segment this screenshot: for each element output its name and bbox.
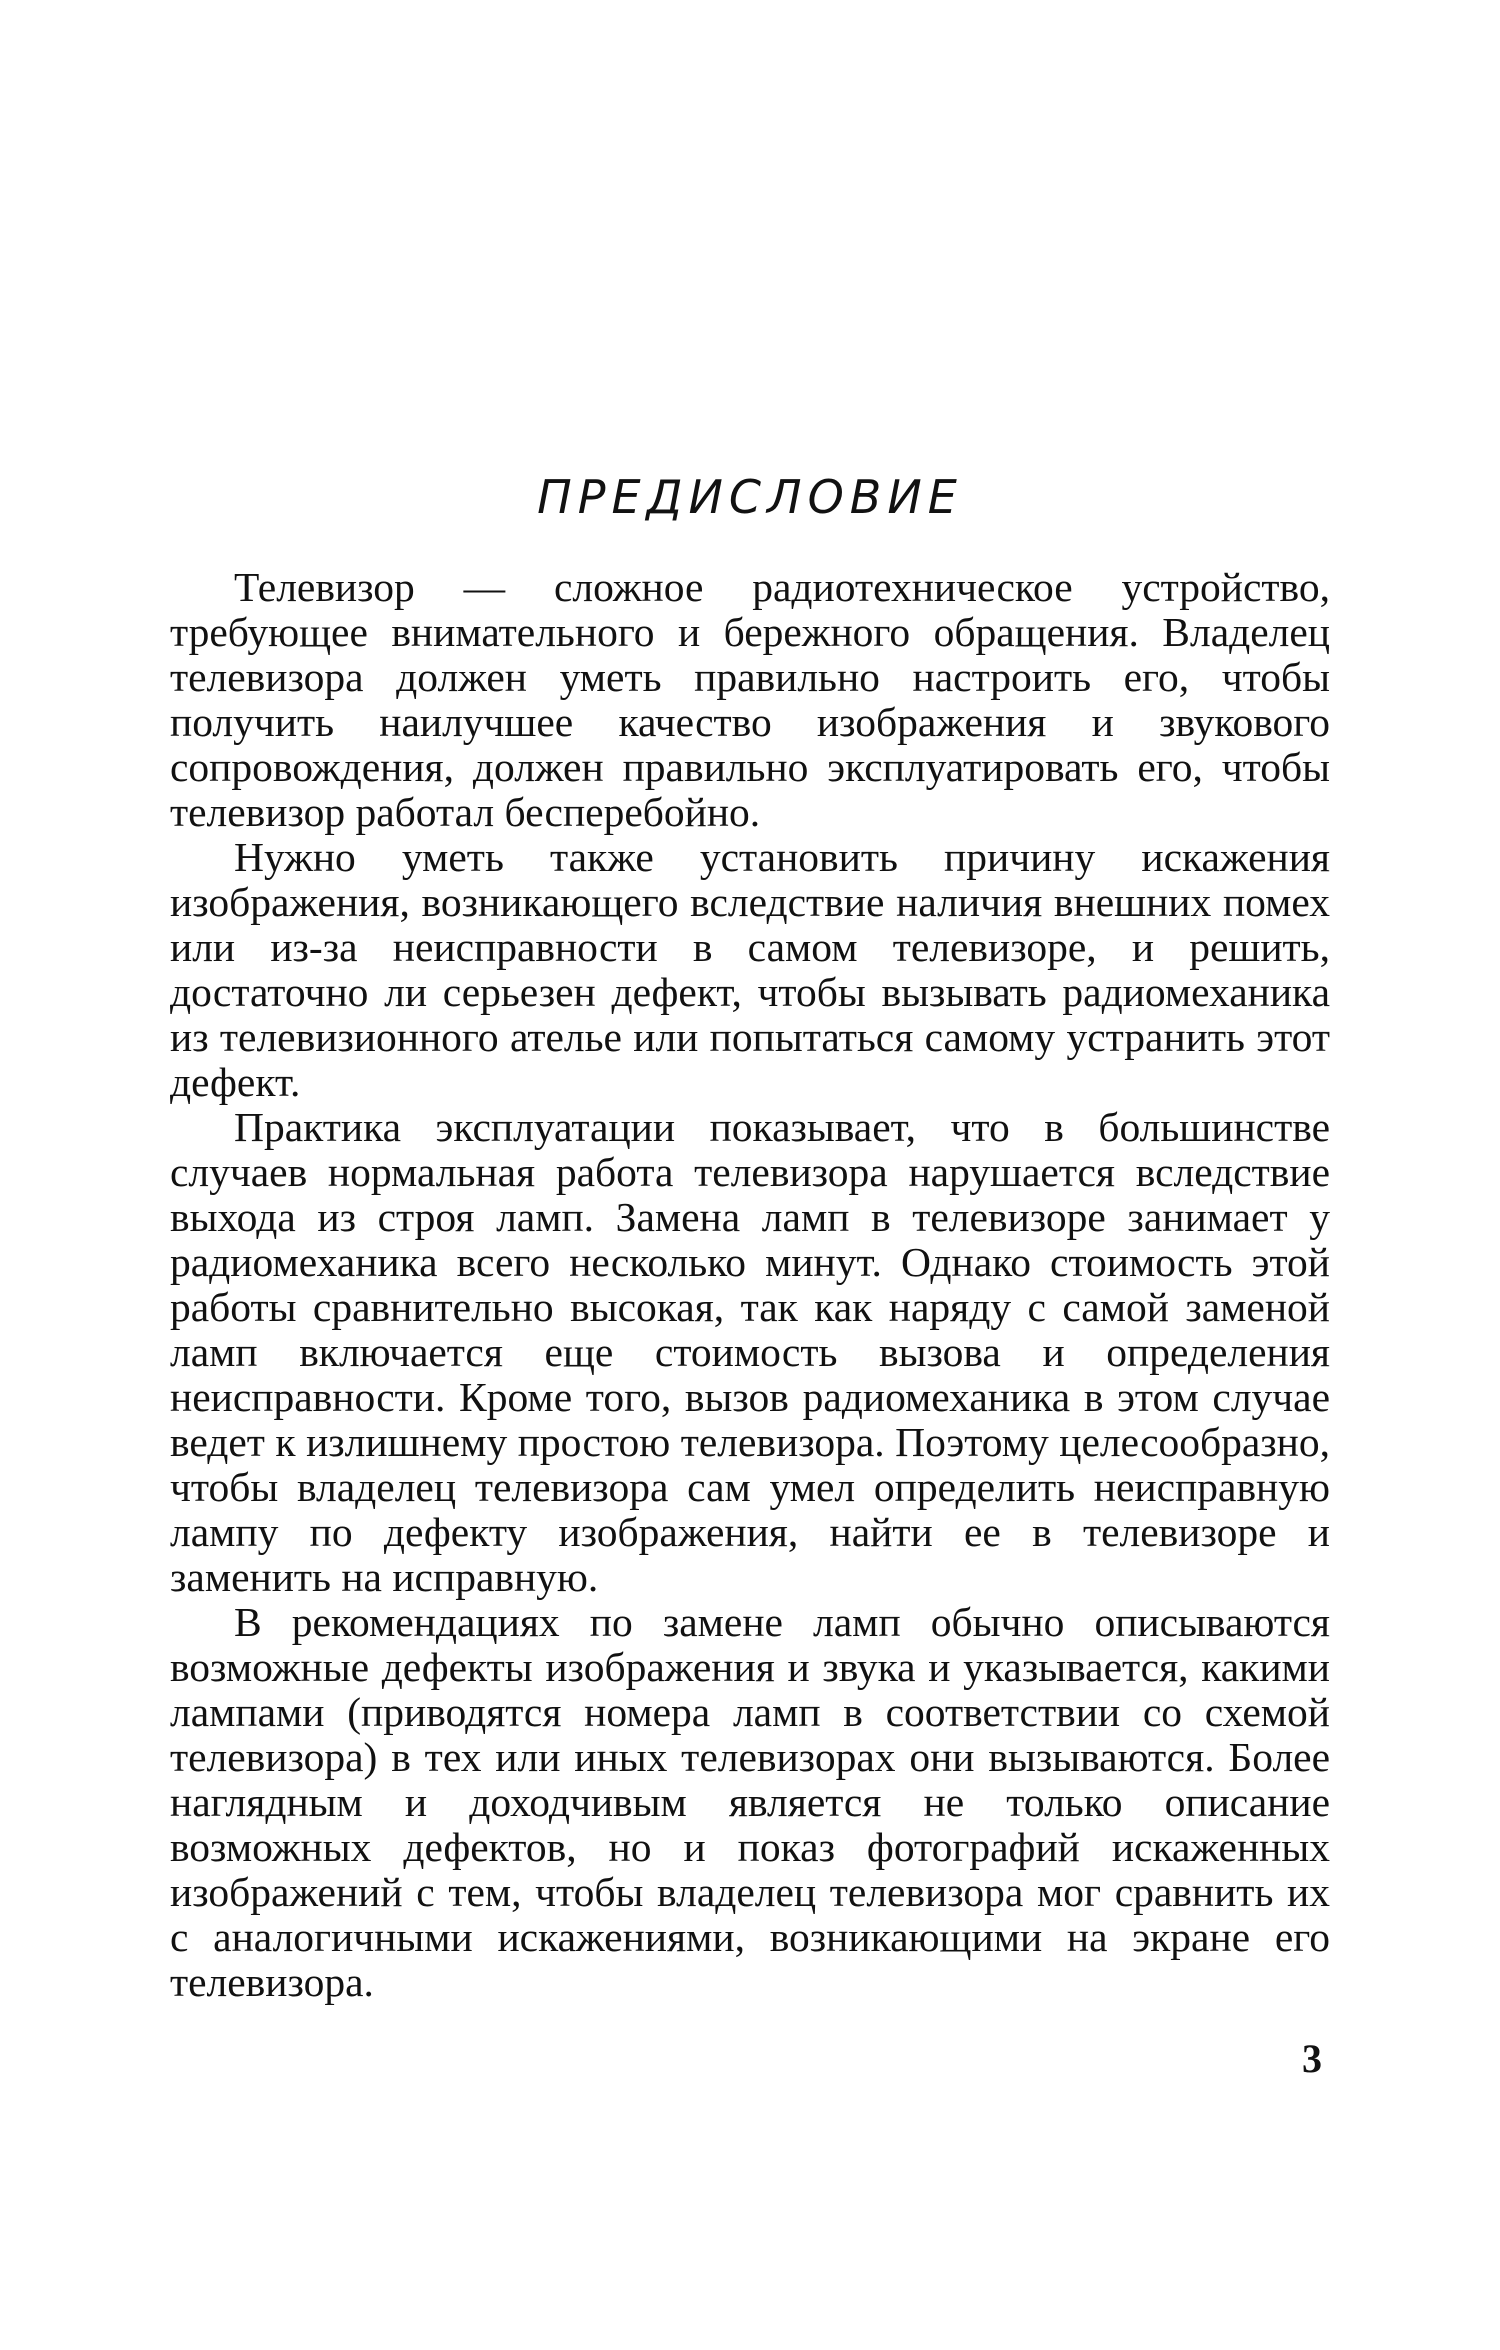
page-number: 3 xyxy=(1302,2036,1322,2081)
body-text xyxy=(170,565,1330,2005)
page-title: ПРЕДИСЛОВИЕ xyxy=(537,470,963,524)
paragraph-4: В рекомендациях по замене ламп обычно описываются возможные дефекты изображения и звука и указывается, какими лампами (приводятся номера ламп в соответствии со схемой телевизора) в тех или иных телевизорах они вызываются. Более наглядным и доходчивым является не только описание возможных дефектов, но и показ фотографий искаженных изображений с тем, чтобы владелец телевизора мог сравнить их с аналогичными искажениями, возникающими на экране его телевизора. xyxy=(170,1599,1330,2005)
paragraph-3: Практика эксплуатации показывает, что в большинстве случаев нормальная работа телевизора нарушается вследствие выхода из строя ламп. Замена ламп в телевизоре занимает у радиомеханика всего несколько минут. Однако стоимость этой работы сравнительно высокая, так как наряду с самой заменой ламп включается еще стоимость вызова и определения неисправности. Кроме того, вызов радиомеханика в этом случае ведет к излишнему простою телевизора. Поэтому целесообразно, чтобы владелец телевизора сам умел определить неисправную лампу по дефекту изображения, найти ее в телевизоре и заменить на исправную. xyxy=(170,1104,1330,1600)
paragraph-2: Нужно уметь также установить причину искажения изображения, возникающего вследствие наличия внешних помех или из-за неисправности в самом телевизоре, и решить, достаточно ли серьезен дефект, чтобы вызывать радиомеханика из телевизионного ателье или попытаться самому устранить этот дефект. xyxy=(170,834,1330,1105)
paragraph-1: Телевизор — сложное радиотехническое устройство, требующее внимательного и бережного обращения. Владелец телевизора должен уметь правильно настроить его, чтобы получить наилучшее качество изображения и звукового сопровождения, должен правильно эксплуатировать его, чтобы телевизор работал бесперебойно. xyxy=(170,564,1330,835)
